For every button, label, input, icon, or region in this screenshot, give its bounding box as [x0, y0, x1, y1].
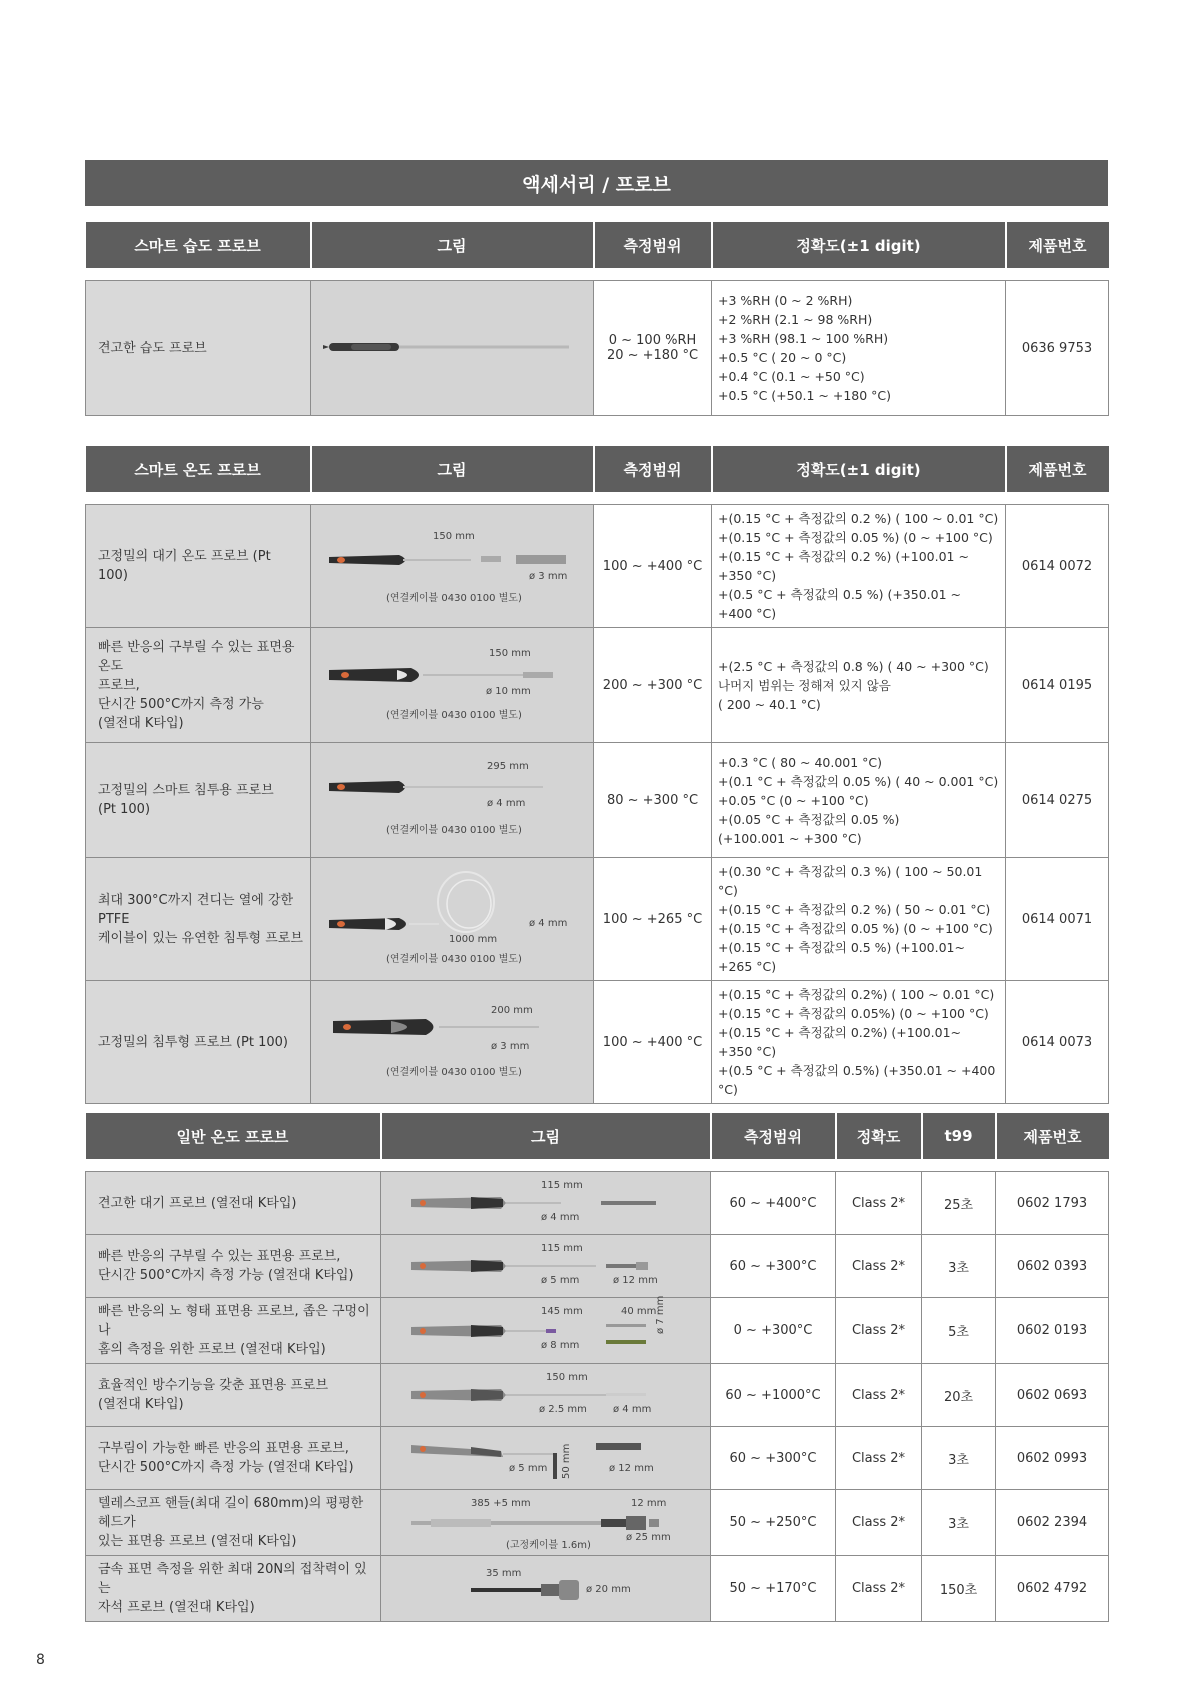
- header-picture: 그림: [311, 222, 594, 268]
- product-image: [381, 1235, 711, 1298]
- product-name: [86, 628, 311, 743]
- part-number: 0602 0393: [996, 1235, 1109, 1298]
- product-name-line: 금속 표면 측정을 위한 최대 20N의 접착력이 있는: [98, 1562, 367, 1596]
- diameter-label: ø 4 mm: [529, 918, 568, 929]
- product-image: [381, 1556, 711, 1622]
- dimension-label: 115 mm: [541, 1180, 583, 1191]
- product-name-text: 견고한 습도 프로브: [98, 340, 207, 356]
- range-line: 20 ~ +180 °C: [606, 348, 699, 363]
- product-name: [86, 1172, 381, 1235]
- accuracy-line: ( 200 ~ 40.1 °C): [718, 696, 821, 712]
- header-category: 스마트 온도 프로브: [86, 446, 311, 492]
- accuracy-line: +(0.5 °C + 측정값의 0.5 %) (+350.01 ~ +400 °C): [718, 587, 961, 621]
- humidity-probe-table: [85, 222, 1109, 416]
- diameter-label: ø 3 mm: [491, 1041, 530, 1052]
- t99-value: 3초: [922, 1490, 996, 1556]
- measurement-range: 60 ~ +1000°C: [711, 1364, 836, 1427]
- product-name: [86, 743, 311, 858]
- header-picture: 그림: [311, 446, 594, 492]
- product-name-line: 자석 프로브 (열전대 K타입): [98, 1600, 255, 1615]
- part-number: 0602 0993: [996, 1427, 1109, 1490]
- accuracy: Class 2*: [836, 1235, 922, 1298]
- header-part-number: 제품번호: [1006, 222, 1109, 268]
- measurement-range: 200 ~ +300 °C: [594, 628, 712, 743]
- product-name-line: 고정밀의 스마트 침투용 프로브: [98, 783, 274, 798]
- header-range: 측정범위: [711, 1113, 836, 1159]
- cable-note: (연결케이블 0430 0100 별도): [386, 1067, 522, 1078]
- dimension-label: 40 mm: [621, 1305, 657, 1317]
- dimension-label: ø 12 mm: [609, 1463, 654, 1474]
- dimension-label: ø 4 mm: [613, 1404, 652, 1415]
- product-name-line: (열전대 K타입): [98, 715, 184, 731]
- header-range: 측정범위: [594, 446, 712, 492]
- product-name: [86, 505, 311, 628]
- accuracy: [712, 628, 1006, 743]
- dimension-label: 150 mm: [546, 1372, 588, 1383]
- part-number: 0614 0195: [1006, 628, 1109, 743]
- accuracy-line: +2 %RH (2.1 ~ 98 %RH): [718, 312, 873, 327]
- cable-note: (연결케이블 0430 0100 별도): [386, 593, 522, 604]
- product-name-line: 견고한 대기 프로브 (열전대 K타입): [98, 1195, 297, 1211]
- header-part-number: 제품번호: [996, 1113, 1109, 1159]
- dimension-label: ø 25 mm: [626, 1531, 671, 1543]
- product-name-line: 단시간 500°C까지 측정 가능: [98, 696, 264, 712]
- accuracy: Class 2*: [836, 1556, 922, 1622]
- measurement-range: 60 ~ +300°C: [711, 1235, 836, 1298]
- table-row: [86, 1172, 1109, 1235]
- part-number: 0602 4792: [996, 1556, 1109, 1622]
- part-number: 0602 1793: [996, 1172, 1109, 1235]
- dimension-label: ø 8 mm: [541, 1339, 580, 1351]
- product-image: [381, 1172, 711, 1235]
- t99-value: 3초: [922, 1427, 996, 1490]
- length-label: 1000 mm: [449, 934, 498, 945]
- product-name: [86, 1298, 381, 1364]
- dimension-label: 385 +5 mm: [471, 1497, 531, 1509]
- dimension-label: 145 mm: [541, 1305, 583, 1317]
- accuracy-line: +0.5 °C ( 20 ~ 0 °C): [718, 350, 847, 365]
- cable-note: (연결케이블 0430 0100 별도): [386, 710, 522, 721]
- product-name-line: 빠른 반응의 구부릴 수 있는 표면용 온도: [98, 639, 295, 674]
- product-name-line: 고정밀의 대기 온도 프로브 (Pt 100): [98, 549, 271, 583]
- product-name-line: 프로브,: [98, 677, 140, 693]
- probe-image: [311, 985, 594, 1099]
- dimension-label: ø 7 mm: [655, 1295, 666, 1334]
- table-row: [86, 1235, 1109, 1298]
- accuracy-line: +(0.5 °C + 측정값의 0.5%) (+350.01 ~ +400 °C): [718, 1063, 996, 1097]
- table-row: [86, 1490, 1109, 1556]
- measurement-range: 60 ~ +400°C: [711, 1172, 836, 1235]
- dimension-label: ø 5 mm: [541, 1275, 580, 1286]
- table-row: [86, 858, 1109, 981]
- accuracy-line: +(2.5 °C + 측정값의 0.8 %) ( 40 ~ +300 °C): [718, 658, 989, 674]
- accuracy-line: +0.4 °C (0.1 ~ +50 °C): [718, 369, 865, 384]
- cable-note: (연결케이블 0430 0100 별도): [386, 954, 522, 965]
- table-row: [86, 628, 1109, 743]
- header-accuracy: 정확도: [836, 1113, 922, 1159]
- accuracy-line: +(0.15 °C + 측정값의 0.2 %) (+100.01 ~ +350 °C): [718, 549, 969, 583]
- product-image: [311, 858, 594, 981]
- accuracy: [712, 743, 1006, 858]
- product-name: [86, 1490, 381, 1556]
- measurement-range: 100 ~ +400 °C: [594, 981, 712, 1104]
- length-label: 150 mm: [433, 531, 475, 542]
- measurement-range: 50 ~ +250°C: [711, 1490, 836, 1556]
- measurement-range: 0 ~ +300°C: [711, 1298, 836, 1364]
- header-accuracy: 정확도(±1 digit): [712, 222, 1006, 268]
- dimension-label: ø 4 mm: [541, 1212, 580, 1223]
- header-part-number: 제품번호: [1006, 446, 1109, 492]
- accuracy: [712, 505, 1006, 628]
- header-t99: t99: [922, 1113, 996, 1159]
- accuracy-line: +(0.1 °C + 측정값의 0.05 %) ( 40 ~ 0.001 °C): [718, 773, 999, 789]
- general-temp-probe-table: [85, 1113, 1109, 1622]
- accuracy-line: +(0.15 °C + 측정값의 0.05 %) (0 ~ +100 °C): [718, 921, 993, 936]
- product-name: [86, 281, 311, 416]
- accuracy-line: +(0.15 °C + 측정값의 0.2 %) ( 50 ~ 0.01 °C): [718, 902, 991, 917]
- accuracy-line: +(0.15 °C + 측정값의 0.2%) (+100.01~ +350 °C): [718, 1025, 961, 1059]
- measurement-range: 80 ~ +300 °C: [594, 743, 712, 858]
- part-number: 0602 0693: [996, 1364, 1109, 1427]
- header-accuracy: 정확도(±1 digit): [712, 446, 1006, 492]
- accuracy: [712, 981, 1006, 1104]
- product-image: [311, 743, 594, 858]
- product-name: [86, 1235, 381, 1298]
- header-category: 일반 온도 프로브: [86, 1113, 381, 1159]
- product-name: [86, 981, 311, 1104]
- product-image: [381, 1295, 711, 1364]
- table-header-row: [86, 222, 1109, 268]
- product-name: [86, 858, 311, 981]
- accuracy: [712, 858, 1006, 981]
- accuracy-line: +0.3 °C ( 80 ~ 40.001 °C): [718, 754, 883, 770]
- accuracy: Class 2*: [836, 1427, 922, 1490]
- product-image: [381, 1427, 711, 1490]
- product-name-line: 구부림이 가능한 빠른 반응의 표면용 프로브,: [98, 1441, 349, 1456]
- product-name-line: 있는 표면용 프로브 (열전대 K타입): [98, 1534, 297, 1549]
- product-name-line: (Pt 100): [98, 802, 151, 817]
- page-number: 8: [36, 1652, 45, 1668]
- section-banner: 액세서리 / 프로브: [85, 160, 1108, 206]
- product-name-line: 단시간 500°C까지 측정 가능 (열전대 K타입): [98, 1460, 354, 1475]
- measurement-range: 50 ~ +170°C: [711, 1556, 836, 1622]
- dimension-label: 115 mm: [541, 1243, 583, 1254]
- header-category: 스마트 습도 프로브: [86, 222, 311, 268]
- accuracy-line: 나머지 범위는 정해져 있지 않음: [718, 677, 891, 693]
- t99-value: 5초: [922, 1298, 996, 1364]
- smart-temp-probe-table: [85, 446, 1109, 1104]
- accuracy-line: +(0.15 °C + 측정값의 0.05 %) (0 ~ +100 °C): [718, 530, 993, 545]
- accuracy-line: +(0.05 °C + 측정값의 0.05 %): [718, 811, 900, 827]
- cable-note: (연결케이블 0430 0100 별도): [386, 825, 522, 836]
- product-name: [86, 1556, 381, 1622]
- probe-image: [311, 509, 594, 623]
- part-number: 0614 0072: [1006, 505, 1109, 628]
- accuracy: Class 2*: [836, 1364, 922, 1427]
- dimension-label: ø 12 mm: [613, 1275, 658, 1286]
- length-label: 295 mm: [487, 761, 529, 772]
- product-name-line: 고정밀의 침투형 프로브 (Pt 100): [98, 1034, 289, 1050]
- table-row: [86, 1427, 1109, 1490]
- t99-value: 3초: [922, 1235, 996, 1298]
- table-row: [86, 281, 1109, 416]
- dimension-label: ø 5 mm: [509, 1463, 548, 1474]
- product-name-line: 단시간 500°C까지 측정 가능 (열전대 K타입): [98, 1268, 354, 1283]
- product-image: [381, 1490, 711, 1556]
- part-number: 0602 2394: [996, 1490, 1109, 1556]
- product-name-line: 텔레스코프 핸들(최대 길이 680mm)의 평평한 헤드가: [98, 1496, 364, 1530]
- diameter-label: ø 3 mm: [529, 571, 568, 582]
- accuracy: Class 2*: [836, 1172, 922, 1235]
- table-row: [86, 1298, 1109, 1364]
- product-name-line: 최대 300°C까지 견디는 열에 강한 PTFE: [98, 892, 294, 927]
- probe-image: [311, 281, 594, 411]
- probe-image: [311, 628, 594, 742]
- length-label: 200 mm: [491, 1005, 533, 1016]
- product-image: [381, 1364, 711, 1427]
- table-row: [86, 505, 1109, 628]
- accuracy: [712, 281, 1006, 416]
- t99-value: 150초: [922, 1556, 996, 1622]
- probe-image: [311, 743, 594, 857]
- t99-value: 25초: [922, 1172, 996, 1235]
- part-number: 0614 0275: [1006, 743, 1109, 858]
- table-header-row: [86, 1113, 1109, 1159]
- dimension-label: ø 20 mm: [586, 1583, 631, 1595]
- product-image: [311, 505, 594, 628]
- accuracy-line: +3 %RH (98.1 ~ 100 %RH): [718, 331, 889, 346]
- product-name-line: (열전대 K타입): [98, 1397, 184, 1412]
- product-name-line: 빠른 반응의 구부릴 수 있는 표면용 프로브,: [98, 1249, 341, 1264]
- dimension-label: 50 mm: [561, 1443, 572, 1479]
- diameter-label: ø 10 mm: [486, 686, 531, 697]
- part-number: 0614 0073: [1006, 981, 1109, 1104]
- accuracy-line: +(0.15 °C + 측정값의 0.2 %) ( 100 ~ 0.01 °C): [718, 511, 999, 526]
- product-image: [311, 628, 594, 743]
- accuracy-line: +(0.15 °C + 측정값의 0.5 %) (+100.01~ +265 °C): [718, 940, 965, 974]
- accuracy-line: (+100.001 ~ +300 °C): [718, 830, 862, 846]
- accuracy: Class 2*: [836, 1298, 922, 1364]
- table-row: [86, 1364, 1109, 1427]
- t99-value: 20초: [922, 1364, 996, 1427]
- table-row: [86, 1556, 1109, 1622]
- header-picture: 그림: [381, 1113, 711, 1159]
- product-image: [311, 281, 594, 416]
- header-range: 측정범위: [594, 222, 712, 268]
- dimension-label: (고정케이블 1.6m): [506, 1539, 591, 1551]
- product-image: [311, 981, 594, 1104]
- measurement-range: 60 ~ +300°C: [711, 1427, 836, 1490]
- accuracy-line: +(0.15 °C + 측정값의 0.2%) ( 100 ~ 0.01 °C): [718, 987, 995, 1002]
- product-name-line: 케이블이 있는 유연한 침투형 프로브: [98, 930, 303, 946]
- table-row: [86, 743, 1109, 858]
- part-number: 0636 9753: [1006, 281, 1109, 416]
- part-number: 0614 0071: [1006, 858, 1109, 981]
- probe-image: [381, 1558, 711, 1620]
- dimension-label: 12 mm: [631, 1497, 667, 1509]
- measurement-range: 100 ~ +400 °C: [594, 505, 712, 628]
- length-label: 150 mm: [489, 648, 531, 659]
- product-name: [86, 1364, 381, 1427]
- measurement-range: [594, 281, 712, 416]
- product-name-line: 홈의 측정을 위한 프로브 (열전대 K타입): [98, 1342, 326, 1357]
- accuracy-line: +(0.30 °C + 측정값의 0.3 %) ( 100 ~ 50.01 °C): [718, 864, 983, 898]
- dimension-label: 35 mm: [486, 1567, 522, 1579]
- probe-image: [381, 1427, 711, 1489]
- table-row: [86, 981, 1109, 1104]
- accuracy-line: +0.05 °C (0 ~ +100 °C): [718, 792, 869, 808]
- measurement-range: 100 ~ +265 °C: [594, 858, 712, 981]
- dimension-label: ø 2.5 mm: [539, 1404, 587, 1415]
- part-number: 0602 0193: [996, 1298, 1109, 1364]
- accuracy: Class 2*: [836, 1490, 922, 1556]
- product-name: [86, 1427, 381, 1490]
- product-name-line: 빠른 반응의 노 형태 표면용 프로브, 좁은 구멍이나: [98, 1304, 370, 1338]
- product-name-line: 효율적인 방수기능을 갖춘 표면용 프로브: [98, 1378, 329, 1393]
- accuracy-line: +(0.15 °C + 측정값의 0.05%) (0 ~ +100 °C): [718, 1006, 989, 1021]
- table-header-row: [86, 446, 1109, 492]
- range-line: 0 ~ 100 %RH: [608, 333, 697, 348]
- diameter-label: ø 4 mm: [487, 798, 526, 809]
- accuracy-line: +0.5 °C (+50.1 ~ +180 °C): [718, 388, 892, 403]
- accuracy-line: +3 %RH (0 ~ 2 %RH): [718, 293, 853, 308]
